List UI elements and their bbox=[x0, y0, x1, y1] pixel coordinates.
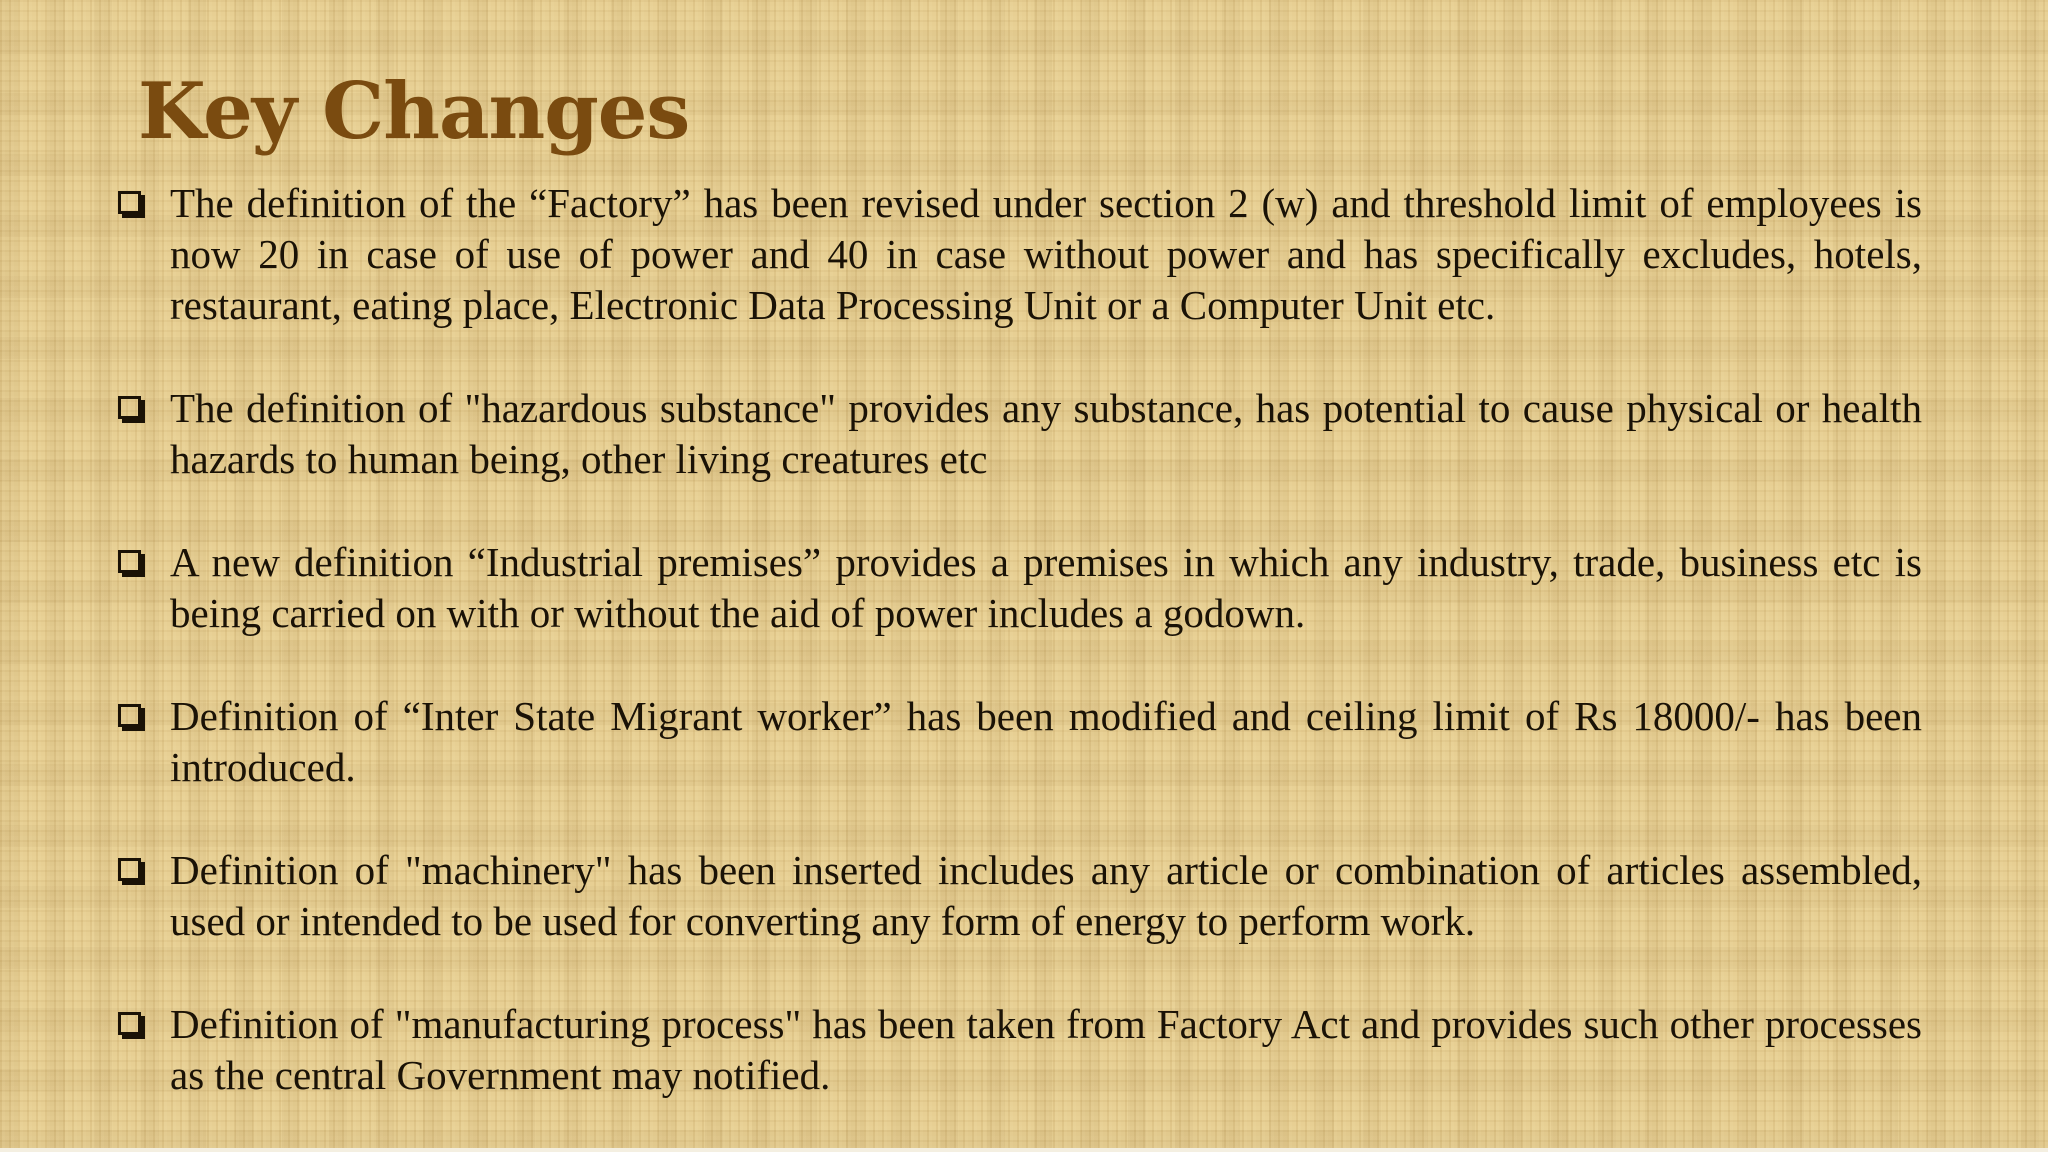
bullet-item-hazardous-substance bbox=[112, 383, 1922, 485]
bullet-text: Definition of "manufacturing process" has been taken from Factory Act and provides such other processes as the central Government may notified. bbox=[170, 1001, 1922, 1098]
bullet-item-industrial-premises bbox=[112, 537, 1922, 639]
checkbox-icon bbox=[118, 550, 141, 573]
checkbox-icon bbox=[118, 1012, 141, 1035]
bullet-list bbox=[112, 178, 1922, 1101]
checkbox-icon bbox=[118, 396, 141, 419]
slide-title: Key Changes bbox=[138, 66, 690, 157]
checkbox-icon bbox=[118, 191, 141, 214]
bullet-item-machinery bbox=[112, 845, 1922, 947]
bullet-text: The definition of the “Factory” has been revised under section 2 (w) and threshold limit of employees is now 20 in case of use of power and 40 in case without power and has specifically excludes, hotels, restaurant, eating place, Electronic Data Processing Unit or a Computer Unit etc. bbox=[170, 180, 1922, 328]
bullet-text: Definition of "machinery" has been inserted includes any article or combination of articles assembled, used or intended to be used for converting any form of energy to perform work. bbox=[170, 847, 1922, 944]
bottom-edge bbox=[0, 1148, 2048, 1152]
bullet-text: The definition of "hazardous substance" provides any substance, has potential to cause physical or health hazards to human being, other living creatures etc bbox=[170, 385, 1922, 482]
bullet-text: Definition of “Inter State Migrant worker” has been modified and ceiling limit of Rs 18000/- has been introduced. bbox=[170, 693, 1922, 790]
bullet-item-manufacturing-process bbox=[112, 999, 1922, 1101]
bullet-text: A new definition “Industrial premises” provides a premises in which any industry, trade, business etc is being carried on with or without the aid of power includes a godown. bbox=[170, 539, 1922, 636]
bullet-item-factory-definition bbox=[112, 178, 1922, 331]
bullet-item-migrant-worker bbox=[112, 691, 1922, 793]
checkbox-icon bbox=[118, 704, 141, 727]
checkbox-icon bbox=[118, 858, 141, 881]
